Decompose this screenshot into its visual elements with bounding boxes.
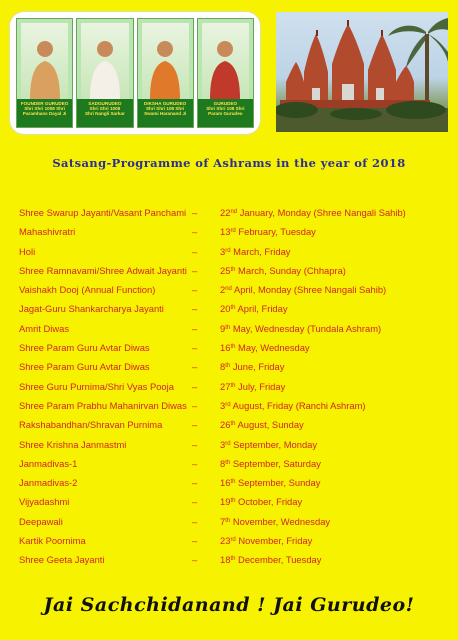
guru-caption (77, 99, 132, 127)
event-date (220, 361, 284, 372)
event-day-suffix: rd (225, 401, 231, 408)
guru-name-line2: Shri Nangli Sarkar (84, 111, 125, 117)
event-day: 16 (220, 342, 231, 354)
guru-figure-icon (86, 35, 124, 99)
separator-dash: – (192, 207, 198, 218)
schedule-row (19, 516, 449, 535)
event-day: 2 (220, 284, 226, 296)
separator-dash: – (192, 380, 198, 392)
event-date-rest: May, Wednesday (235, 342, 310, 354)
schedule-row (19, 265, 449, 284)
schedule-row (19, 554, 449, 573)
event-date (220, 284, 386, 295)
schedule-row (19, 477, 449, 496)
event-date-rest: February, Tuesday (235, 226, 316, 238)
event-name: Deepawali (19, 515, 63, 527)
guru-name-line1: Shri Shri 1008 Shri (24, 106, 66, 112)
guru-card (16, 18, 73, 128)
schedule-row (19, 342, 449, 361)
guru-name-line1: Shri Shri 108 Shri (206, 106, 245, 112)
guru-card (76, 18, 133, 128)
event-day: 3 (220, 399, 226, 411)
event-date-rest: August, Sunday (235, 419, 304, 431)
programme-heading: Satsang-Programme of Ashrams in the year of 2018 (52, 156, 406, 170)
event-date-rest: August, Friday (Ranchi Ashram) (230, 399, 366, 411)
event-name: Kartik Poornima (19, 535, 86, 547)
separator-dash: – (192, 264, 198, 276)
event-date-rest: October, Friday (235, 496, 303, 508)
guru-title: FOUNDER GURUDEO (20, 101, 69, 106)
event-date-rest: June, Friday (230, 361, 285, 373)
event-name: Shree Ramnavami/Shree Adwait Jayanti (19, 264, 187, 276)
event-date (220, 303, 288, 314)
event-date-rest: March, Friday (230, 245, 291, 257)
temple-photo (276, 12, 448, 132)
event-day: 16 (220, 477, 231, 489)
separator-dash: – (192, 226, 198, 238)
event-date (220, 439, 317, 450)
event-day: 7 (220, 515, 226, 527)
event-day: 9 (220, 322, 226, 334)
schedule-row (19, 246, 449, 265)
guru-name-line1: Shri Shri 108 Shri (145, 106, 185, 112)
guru-card (137, 18, 194, 128)
guru-title: SADGURUDEO (88, 101, 122, 106)
guru-name-line2: Swami Haranand Ji (144, 111, 187, 117)
guru-title: GURUDEO (213, 101, 238, 106)
event-name: Shree Krishna Janmastmi (19, 438, 127, 450)
event-date (220, 226, 316, 237)
event-date-rest: November, Friday (235, 535, 313, 547)
event-name: Janmadivas-2 (19, 477, 78, 489)
event-name: Shree Geeta Jayanti (19, 554, 105, 566)
event-day-suffix: th (225, 363, 231, 370)
event-date (220, 535, 312, 546)
event-day-suffix: rd (225, 247, 231, 254)
event-date (220, 207, 406, 218)
guru-figure-icon (146, 35, 184, 99)
event-date (220, 246, 290, 257)
event-day: 8 (220, 361, 226, 373)
event-name: Mahashivratri (19, 226, 76, 238)
guru-caption (138, 99, 193, 127)
event-date-rest: September, Sunday (235, 477, 321, 489)
event-day: 20 (220, 303, 231, 315)
event-date (220, 381, 285, 392)
footer-slogan: Jai Sachchidanand ! Jai Gurudeo! (43, 594, 415, 616)
schedule-row (19, 400, 449, 419)
guru-title: DIKSHA GURUDEO (144, 101, 187, 106)
schedule-row (19, 207, 449, 226)
event-date-rest: September, Monday (230, 438, 318, 450)
event-day-suffix: th (225, 517, 231, 524)
separator-dash: – (192, 477, 198, 489)
event-day: 23 (220, 535, 231, 547)
schedule-row (19, 323, 449, 342)
event-day: 3 (220, 438, 226, 450)
schedule-row (19, 381, 449, 400)
schedule-row (19, 226, 449, 245)
separator-dash: – (192, 535, 198, 547)
guru-name-line2: Paramhans Dayal Ji (22, 111, 67, 117)
temple-illustration (276, 12, 448, 132)
event-day-suffix: th (230, 266, 236, 273)
event-day-suffix: rd (225, 440, 231, 447)
separator-dash: – (192, 457, 198, 469)
event-date (220, 342, 310, 353)
schedule-row (19, 496, 449, 515)
schedule-row (19, 361, 449, 380)
event-day-suffix: th (230, 479, 236, 486)
event-name: Vaishakh Dooj (Annual Function) (19, 284, 156, 296)
event-day-suffix: nd (230, 209, 238, 215)
event-name: Vijyadashmi (19, 496, 70, 508)
event-date-rest: December, Tuesday (235, 554, 322, 566)
separator-dash: – (192, 303, 198, 315)
event-day: 19 (220, 496, 231, 508)
event-day-suffix: th (230, 498, 236, 505)
event-name: Shree Swarup Jayanti/Vasant Panchami (19, 207, 187, 218)
guru-card (197, 18, 254, 128)
event-day-suffix: th (225, 324, 231, 331)
schedule-row (19, 439, 449, 458)
separator-dash: – (192, 399, 198, 411)
event-date (220, 323, 381, 334)
separator-dash: – (192, 496, 198, 508)
event-date (220, 458, 321, 469)
event-date (220, 400, 366, 411)
separator-dash: – (192, 554, 198, 566)
event-day: 22 (220, 207, 231, 218)
event-date (220, 496, 302, 507)
event-day: 13 (220, 226, 231, 238)
event-name: Shree Param Guru Avtar Diwas (19, 361, 150, 373)
event-date-rest: September, Saturday (230, 457, 321, 469)
event-name: Rakshabandhan/Shravan Purnima (19, 419, 163, 431)
event-date (220, 477, 320, 488)
gurus-photo-panel (10, 12, 260, 134)
guru-figure-icon (26, 35, 64, 99)
event-date-rest: May, Wednesday (Tundala Ashram) (230, 322, 382, 334)
guru-portrait (202, 23, 249, 99)
event-date (220, 419, 304, 430)
event-day-suffix: nd (225, 286, 232, 293)
separator-dash: – (192, 245, 198, 257)
event-date-rest: March, Sunday (Chhapra) (235, 264, 346, 276)
event-day-suffix: rd (230, 537, 236, 544)
event-day-suffix: th (230, 305, 236, 312)
event-date (220, 554, 321, 565)
guru-name-line1: Shri Shri 1008 (89, 106, 121, 112)
event-day: 3 (220, 245, 226, 257)
event-day-suffix: th (225, 459, 231, 466)
event-name: Shree Param Guru Avtar Diwas (19, 342, 150, 354)
event-day-suffix: rd (230, 228, 236, 235)
separator-dash: – (192, 322, 198, 334)
guru-name-line2: Param Gurudeo (208, 111, 243, 117)
event-date-rest: April, Monday (Shree Nangali Sahib) (231, 284, 387, 296)
event-date-rest: April, Friday (235, 303, 288, 315)
event-day-suffix: th (230, 421, 236, 428)
event-date-rest: November, Wednesday (230, 515, 331, 527)
event-name: Shree Param Prabhu Mahanirvan Diwas (19, 399, 187, 411)
separator-dash: – (192, 342, 198, 354)
event-name: Janmadivas-1 (19, 457, 78, 469)
guru-cards (16, 18, 254, 128)
guru-caption (17, 99, 72, 127)
event-day-suffix: th (230, 382, 236, 389)
separator-dash: – (192, 419, 198, 431)
event-date-rest: July, Friday (235, 380, 286, 392)
guru-portrait (142, 23, 189, 99)
schedule-row (19, 535, 449, 554)
event-day-suffix: th (230, 556, 236, 563)
schedule-list (19, 207, 449, 574)
event-name: Shree Guru Purnima/Shri Vyas Pooja (19, 380, 174, 392)
guru-portrait (21, 23, 68, 99)
event-name: Jagat-Guru Shankarcharya Jayanti (19, 303, 164, 315)
separator-dash: – (192, 361, 198, 373)
event-day: 25 (220, 264, 231, 276)
schedule-row (19, 458, 449, 477)
guru-caption (198, 99, 253, 127)
event-date (220, 265, 346, 276)
separator-dash: – (192, 515, 198, 527)
event-name: Holi (19, 245, 36, 257)
event-day: 18 (220, 554, 231, 566)
event-day: 8 (220, 457, 226, 469)
separator-dash: – (192, 438, 198, 450)
event-day: 26 (220, 419, 231, 431)
guru-figure-icon (206, 35, 244, 99)
guru-portrait (81, 23, 128, 99)
separator-dash: – (192, 284, 198, 296)
schedule-row (19, 303, 449, 322)
event-name: Amrit Diwas (19, 322, 70, 334)
event-date-rest: January, Monday (Shree Nangali Sahib) (237, 207, 406, 218)
schedule-row (19, 284, 449, 303)
schedule-row (19, 419, 449, 438)
event-date (220, 516, 330, 527)
event-day: 27 (220, 380, 231, 392)
event-day-suffix: th (230, 344, 236, 351)
